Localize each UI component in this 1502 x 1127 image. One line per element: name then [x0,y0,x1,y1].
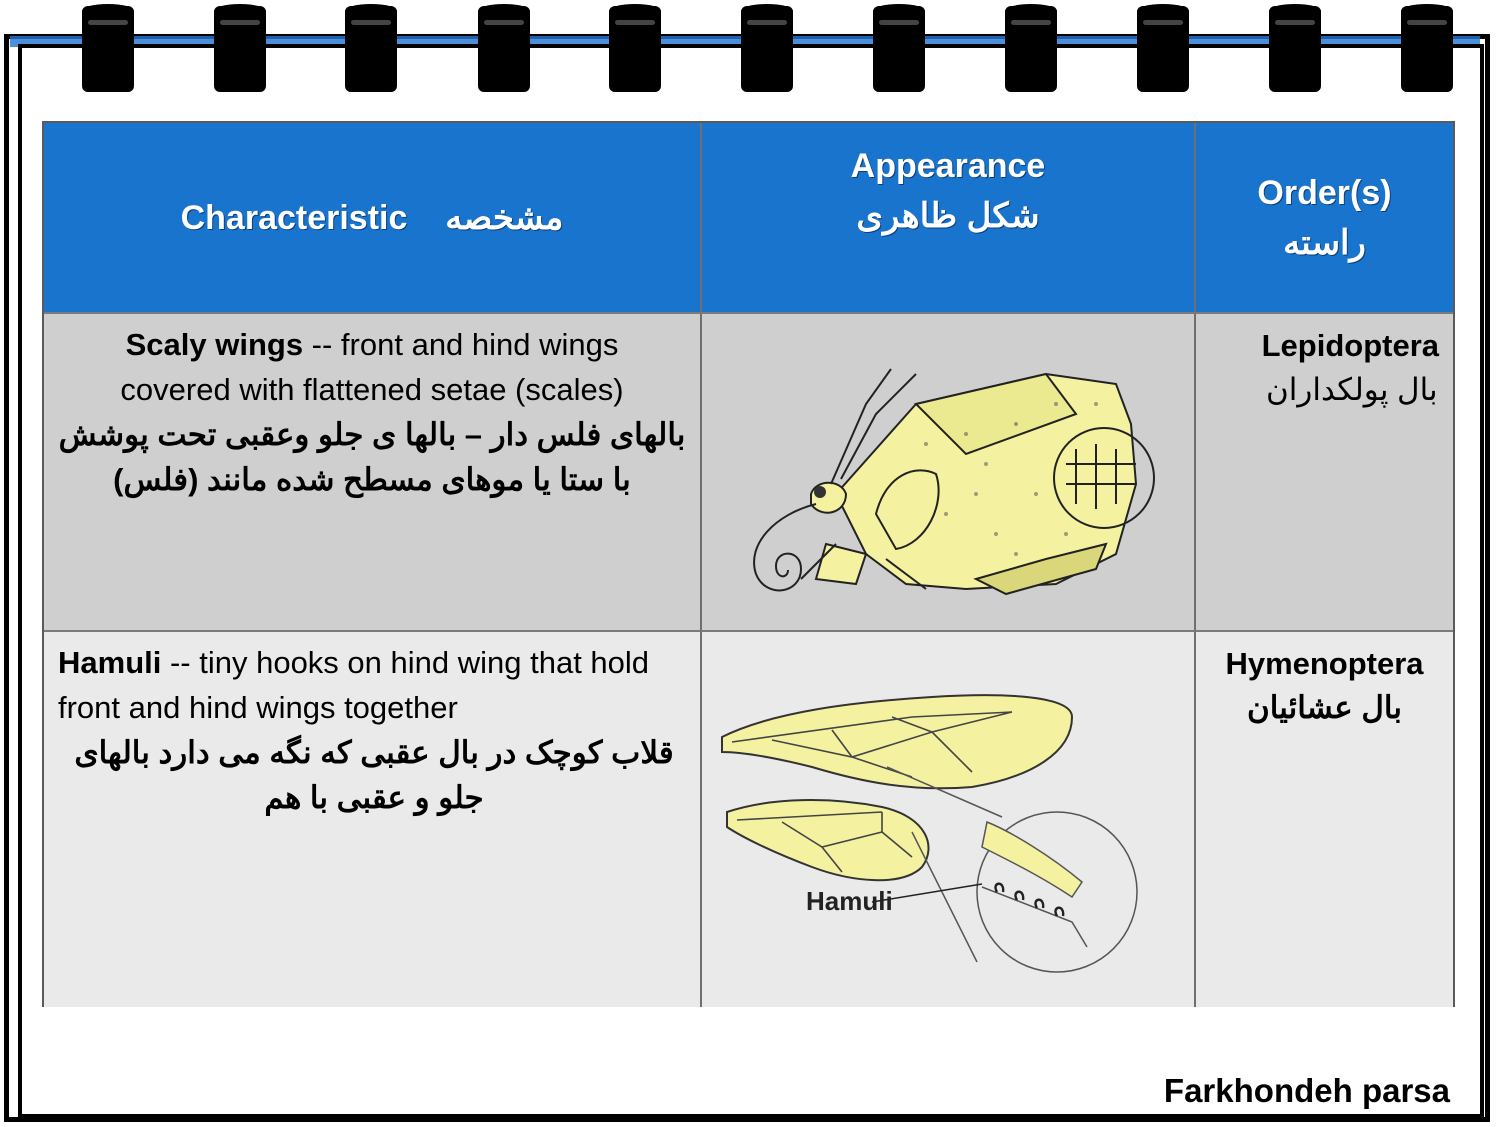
characteristic-description: -- tiny hooks on hind wing that hold front and hind wings together [58,645,650,725]
order-name: Hymenoptera [1225,646,1424,681]
appearance-cell [702,632,1196,1007]
header-order-en: Order(s) [1257,174,1392,212]
binding-ring [741,6,793,92]
characteristic-cell [44,632,702,1007]
header-characteristic-fa: مشخصه [445,199,564,237]
binding-ring [1401,6,1453,92]
header-appearance-fa: شکل ظاهری [856,197,1040,235]
order-cell [1196,314,1453,632]
binding-ring [609,6,661,92]
author-signature: Farkhondeh parsa [1163,1072,1450,1109]
header-characteristic [44,123,702,312]
header-characteristic-en: Characteristic [180,199,408,237]
characteristic-title: Hamuli [58,645,162,680]
header-order [1196,123,1453,312]
moth-illustration [716,344,1186,614]
spiral-binding [0,0,1502,96]
order-cell [1196,632,1453,1007]
header-order-fa: راسته [1283,224,1366,262]
characteristic-description: -- front and hind wings covered with flattened setae (scales) [120,327,624,407]
table-row [44,312,1453,632]
header-appearance [702,123,1196,312]
table-header-row [44,123,1453,312]
hamuli-label: Hamuli [806,886,893,916]
characteristic-description-fa: قلاب کوچک در بال عقبی که نگه می دارد بالهای جلو و عقبی با هم [74,735,674,815]
hamuli-wing-illustration [712,672,1182,1002]
binding-ring [345,6,397,92]
order-name-fa: بال پولکداران [1266,372,1438,407]
header-appearance-en: Appearance [850,147,1046,185]
appearance-cell [702,314,1196,632]
binding-ring [478,6,530,92]
binding-ring [873,6,925,92]
insect-wing-table [42,121,1455,1007]
binding-ring [1005,6,1057,92]
binding-ring [1269,6,1321,92]
order-name: Lepidoptera [1261,328,1439,363]
characteristic-description-fa: بالهای فلس دار – بالها ی جلو وعقبی تحت پوشش با ستا یا موهای مسطح شده مانند (فلس) [58,417,686,497]
order-name-fa: بال عشائیان [1247,690,1402,725]
binding-ring [82,6,134,92]
table-row [44,630,1453,1007]
characteristic-cell [44,314,702,632]
binding-ring [214,6,266,92]
characteristic-title: Scaly wings [125,327,304,362]
binding-ring [1137,6,1189,92]
